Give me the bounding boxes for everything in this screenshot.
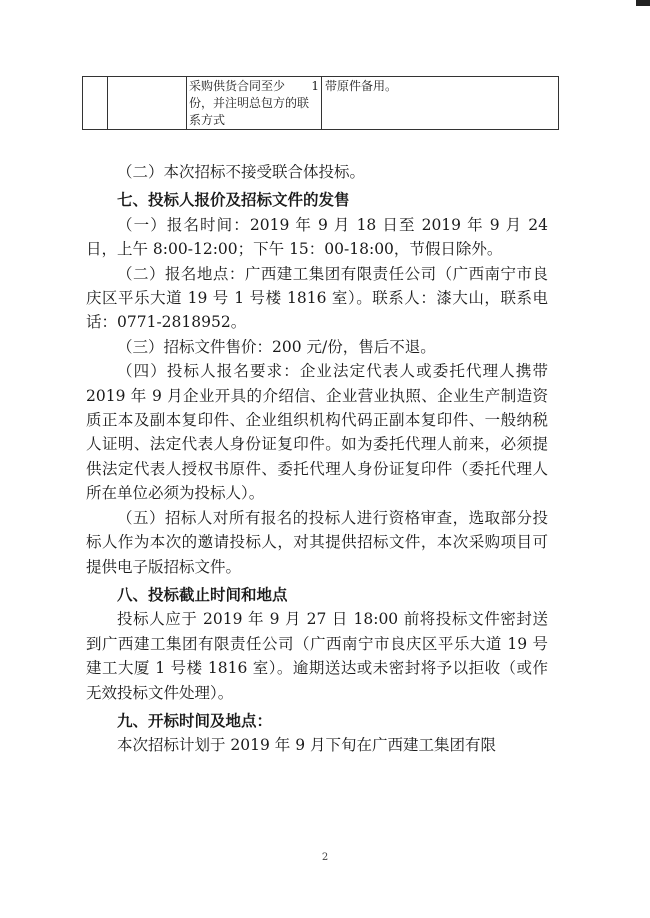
paragraph-bid-opening: 本次招标计划于 2019 年 9 月下旬在广西建工集团有限	[117, 736, 497, 755]
requirement-text-cont: 份，并注明总包方的联系方式	[189, 96, 310, 127]
paragraph-bid-deadline: 投标人应于 2019 年 9 月 27 日 18:00 前将投标文件密封送到广西建工集团有限责任公司（广西南宁市良庆区平乐大道 19 号建工大厦 1 号楼 1816 室）。逾期送达或未密封将予以拒收（或作无效投标文件处理）。	[86, 610, 548, 702]
requirement-text: 采购供货合同至少	[189, 79, 286, 93]
requirement-count: 1	[311, 79, 319, 93]
table-cell-item	[108, 77, 187, 130]
paragraph-registration-place: （二）报名地点：广西建工集团有限责任公司（广西南宁市良庆区平乐大道 19 号 1 号楼 1816 室）。联系人：漆大山，联系电话：0771-2818952。	[86, 264, 548, 332]
requirements-table-fragment	[82, 76, 559, 130]
paragraph-no-joint-bid: （二）本次招标不接受联合体投标。	[117, 163, 366, 181]
scan-corner-mark	[636, 0, 650, 6]
table-row	[83, 77, 559, 130]
note-text: 带原件备用。	[325, 79, 398, 93]
document-body	[86, 160, 548, 758]
paragraph-registration-requirements: （四）投标人报名要求：企业法定代表人或委托代理人携带 2019 年 9 月企业开具的介绍信、企业营业执照、企业生产制造资质正本及副本复印件、企业组织机构代码正副本复印件、一般纳税人证明、法定代表人身份证复印件。如为委托代理人前来，必须提供法定代表人授权书原件、委托代理人身份证复印件（委托代理人所在单位必须为投标人）。	[86, 362, 548, 503]
table-cell-index	[83, 77, 108, 130]
paragraph-registration-time: （一）报名时间：2019 年 9 月 18 日至 2019 年 9 月 24 日，上午 8:00-12:00；下午 15：00-18:00，节假日除外。	[86, 215, 548, 259]
section-heading-8: 八、投标截止时间和地点	[117, 584, 288, 604]
table-cell-requirement	[187, 77, 322, 130]
table-cell-note	[322, 77, 559, 130]
section-heading-9: 九、开标时间及地点：	[117, 710, 273, 730]
section-heading-7: 七、投标人报价及招标文件的发售	[117, 190, 350, 210]
paragraph-document-price: （三）招标文件售价：200 元/份，售后不退。	[117, 337, 436, 356]
paragraph-qualification-review: （五）招标人对所有报名的投标人进行资格审查，选取部分投标人作为本次的邀请投标人，对其提供招标文件，本次采购项目可提供电子版招标文件。	[86, 508, 548, 576]
page-number: 2	[321, 852, 329, 863]
